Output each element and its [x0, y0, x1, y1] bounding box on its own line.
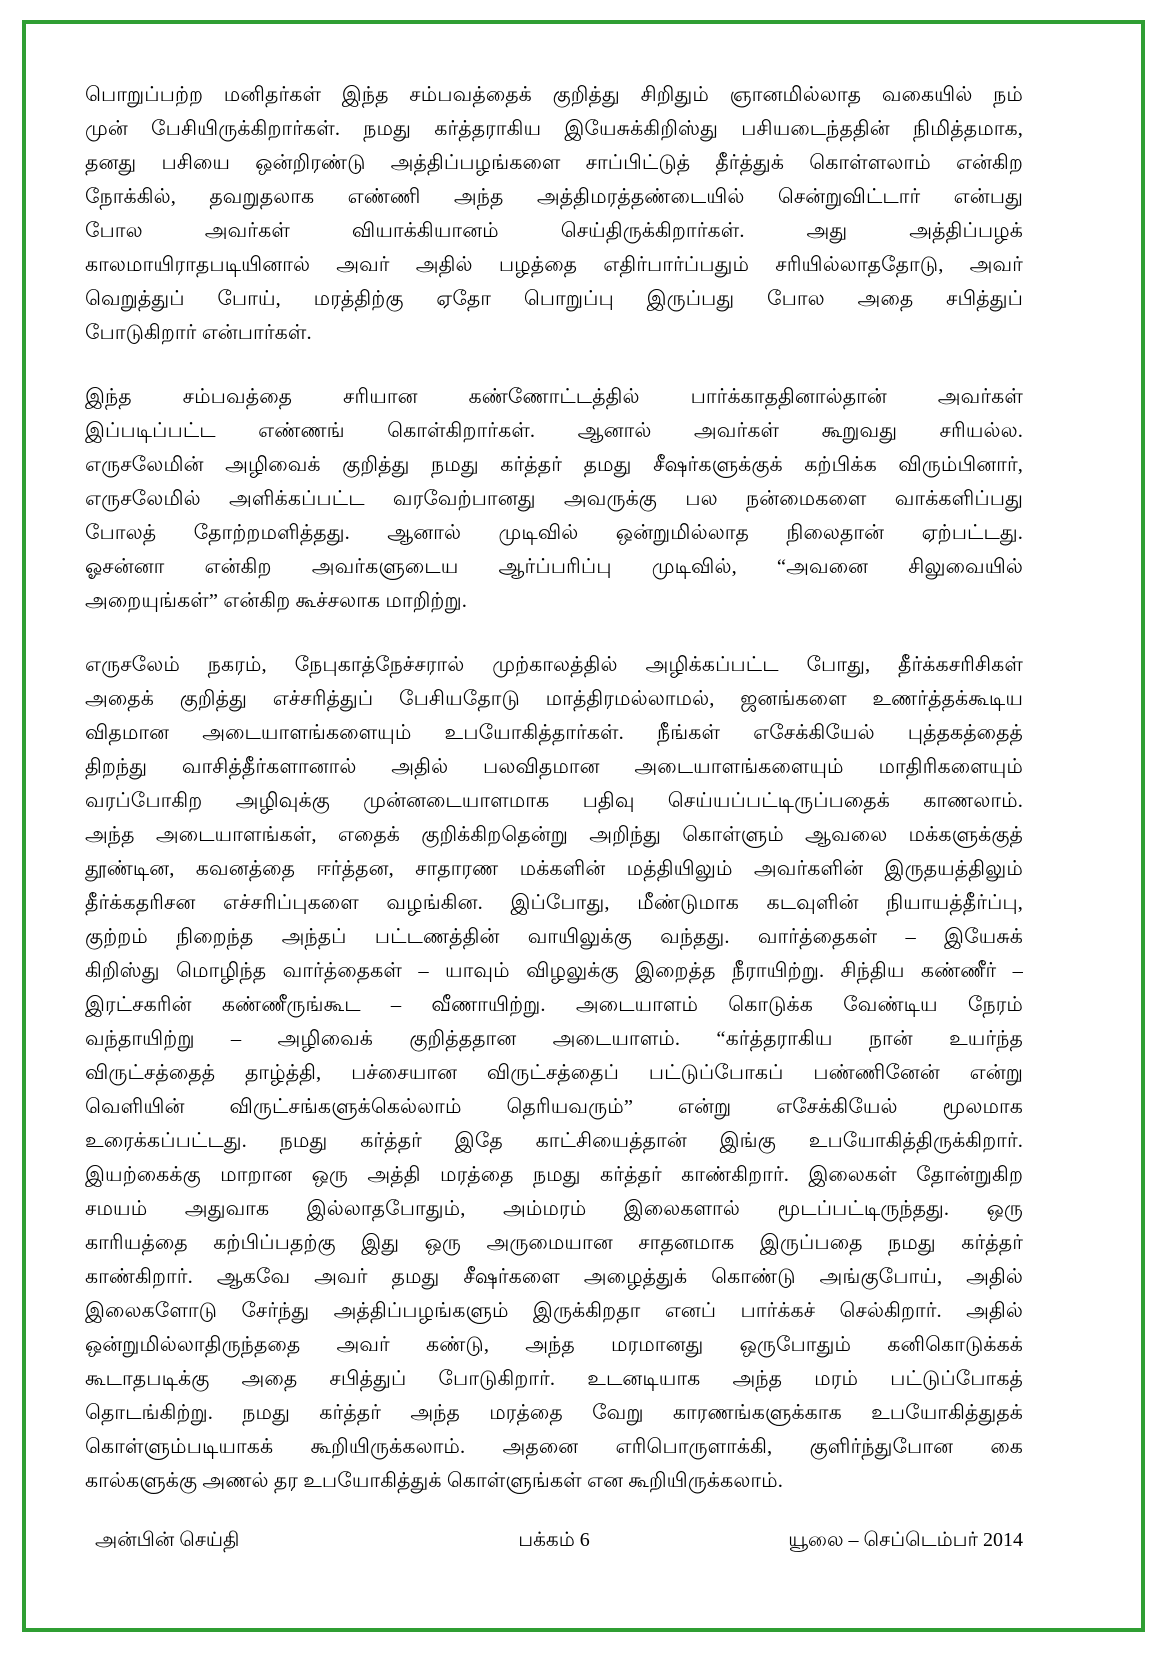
text-line: பொறுப்பற்ற மனிதர்கள் இந்த சம்பவத்தைக் குறித்து சிறிதும் ஞானமில்லாத வகையில் நம்	[85, 84, 1023, 106]
text-line: இலைகளோடு சேர்ந்து அத்திப்பழங்களும் இருக்கிறதா எனப் பார்க்கச் செல்கிறார். அதில்	[85, 1300, 1023, 1322]
text-line: திறந்து வாசித்தீர்களானால் அதில் பலவிதமான அடையாளங்களையும் மாதிரிகளையும்	[85, 756, 1023, 778]
text-line: இந்த சம்பவத்தை சரியான கண்ணோட்டத்தில் பார்க்காததினால்தான் அவர்கள்	[85, 386, 1023, 408]
text-line: குற்றம் நிறைந்த அந்தப் பட்டணத்தின் வாயிலுக்கு வந்தது. வார்த்தைகள் – இயேசுக்	[85, 926, 1023, 948]
text-line: தனது பசியை ஒன்றிரண்டு அத்திப்பழங்களை சாப்பிட்டுத் தீர்த்துக் கொள்ளலாம் என்கிற	[85, 152, 1023, 174]
text-line: அந்த அடையாளங்கள், எதைக் குறிக்கிறதென்று அறிந்து கொள்ளும் ஆவலை மக்களுக்குத்	[85, 824, 1023, 846]
text-line: நோக்கில், தவறுதலாக எண்ணி அந்த அத்திமரத்தண்டையில் சென்றுவிட்டார் என்பது	[85, 186, 1023, 208]
text-line: கிறிஸ்து மொழிந்த வார்த்தைகள் – யாவும் விழலுக்கு இறைத்த நீராயிற்று. சிந்திய கண்ணீர் –	[85, 960, 1023, 982]
text-line: காலமாயிராதபடியினால் அவர் அதில் பழத்தை எதிர்பார்ப்பதும் சரியில்லாததோடு, அவர்	[85, 254, 1023, 276]
text-line: எருசலேம் நகரம், நேபுகாத்நேச்சரால் முற்காலத்தில் அழிக்கப்பட்ட போது, தீர்க்கசரிசிகள்	[85, 654, 1023, 676]
text-line: வரப்போகிற அழிவுக்கு முன்னடையாளமாக பதிவு செய்யப்பட்டிருப்பதைக் காணலாம்.	[85, 790, 1023, 812]
text-line: காரியத்தை கற்பிப்பதற்கு இது ஒரு அருமையான சாதனமாக இருப்பதை நமது கர்த்தர்	[85, 1232, 1023, 1254]
paragraph	[85, 78, 1023, 350]
text-line: தூண்டின, கவனத்தை ஈர்த்தன, சாதாரண மக்களின் மத்தியிலும் அவர்களின் இருதயத்திலும்	[85, 858, 1023, 880]
text-line: இப்படிப்பட்ட எண்ணங் கொள்கிறார்கள். ஆனால் அவர்கள் கூறுவது சரியல்ல.	[85, 420, 1023, 442]
text-line: ஓசன்னா என்கிற அவர்களுடைய ஆர்ப்பரிப்பு முடிவில், “அவனை சிலுவையில்	[85, 556, 1023, 578]
footer-issue-date: யூலை – செப்டெம்பர் 2014	[788, 1529, 1023, 1551]
text-line: எருசலேமில் அளிக்கப்பட்ட வரவேற்பானது அவருக்கு பல நன்மைகளை வாக்களிப்பது	[85, 488, 1023, 510]
text-line: அதைக் குறித்து எச்சரித்துப் பேசியதோடு மாத்திரமல்லாமல், ஜனங்களை உணர்த்தக்கூடிய	[85, 688, 1023, 710]
text-line: கூடாதபடிக்கு அதை சபித்துப் போடுகிறார். உடனடியாக அந்த மரம் பட்டுப்போகத்	[85, 1368, 1023, 1390]
text-line: விருட்சத்தைத் தாழ்த்தி, பச்சையான விருட்சத்தைப் பட்டுப்போகப் பண்ணினேன் என்று	[85, 1062, 1023, 1084]
text-line: ஒன்றுமில்லாதிருந்ததை அவர் கண்டு, அந்த மரமானது ஒருபோதும் கனிகொடுக்கக்	[85, 1334, 1023, 1356]
paragraph	[85, 648, 1023, 1498]
text-body	[85, 78, 1023, 1498]
paragraph	[85, 380, 1023, 618]
text-line: சமயம் அதுவாக இல்லாதபோதும், அம்மரம் இலைகளால் மூடப்பட்டிருந்தது. ஒரு	[85, 1198, 1023, 1220]
text-line: எருசலேமின் அழிவைக் குறித்து நமது கர்த்தர் தமது சீஷர்களுக்குக் கற்பிக்க விரும்பினார்,	[85, 454, 1023, 476]
text-line: வந்தாயிற்று – அழிவைக் குறித்ததான அடையாளம். “கர்த்தராகிய நான் உயர்ந்த	[85, 1028, 1023, 1050]
text-line: தொடங்கிற்று. நமது கர்த்தர் அந்த மரத்தை வேறு காரணங்களுக்காக உபயோகித்துதக்	[85, 1402, 1023, 1424]
text-line: போல அவர்கள் வியாக்கியானம் செய்திருக்கிறார்கள். அது அத்திப்பழக்	[85, 220, 1023, 242]
text-line: இரட்சகரின் கண்ணீருங்கூட – வீணாயிற்று. அடையாளம் கொடுக்க வேண்டிய நேரம்	[85, 994, 1023, 1016]
text-line: இயற்கைக்கு மாறான ஒரு அத்தி மரத்தை நமது கர்த்தர் காண்கிறார். இலைகள் தோன்றுகிற	[85, 1164, 1023, 1186]
text-line: கொள்ளும்படியாகக் கூறியிருக்கலாம். அதனை எரிபொருளாக்கி, குளிர்ந்துபோன கை	[85, 1436, 1023, 1458]
text-line: தீர்க்கதரிசன எச்சரிப்புகளை வழங்கின. இப்போது, மீண்டுமாக கடவுளின் நியாயத்தீர்ப்பு,	[85, 892, 1023, 914]
text-line: கால்களுக்கு அணல் தர உபயோகித்துக் கொள்ளுங்கள் என கூறியிருக்கலாம்.	[85, 1470, 783, 1492]
footer-page-number: பக்கம் 6	[518, 1529, 590, 1551]
text-line: போலத் தோற்றமளித்தது. ஆனால் முடிவில் ஒன்றுமில்லாத நிலைதான் ஏற்பட்டது.	[85, 522, 1023, 544]
text-line: போடுகிறார் என்பார்கள்.	[85, 322, 312, 344]
text-line: வெளியின் விருட்சங்களுக்கெல்லாம் தெரியவரும்” என்று எசேக்கியேல் மூலமாக	[85, 1096, 1023, 1118]
text-line: உரைக்கப்பட்டது. நமது கர்த்தர் இதே காட்சியைத்தான் இங்கு உபயோகித்திருக்கிறார்.	[85, 1130, 1023, 1152]
text-line: விதமான அடையாளங்களையும் உபயோகித்தார்கள். நீங்கள் எசேக்கியேல் புத்தகத்தைத்	[85, 722, 1023, 744]
text-line: காண்கிறார். ஆகவே அவர் தமது சீஷர்களை அழைத்துக் கொண்டு அங்குபோய், அதில்	[85, 1266, 1023, 1288]
page-footer	[85, 1524, 1023, 1556]
text-line: முன் பேசியிருக்கிறார்கள். நமது கர்த்தராகிய இயேசுக்கிறிஸ்து பசியடைந்ததின் நிமித்தமாக,	[85, 118, 1023, 140]
text-line: அறையுங்கள்” என்கிற கூச்சலாக மாறிற்று.	[85, 590, 467, 612]
text-line: வெறுத்துப் போய், மரத்திற்கு ஏதோ பொறுப்பு இருப்பது போல அதை சபித்துப்	[85, 288, 1023, 310]
footer-publication-title: அன்பின் செய்தி	[95, 1529, 240, 1551]
